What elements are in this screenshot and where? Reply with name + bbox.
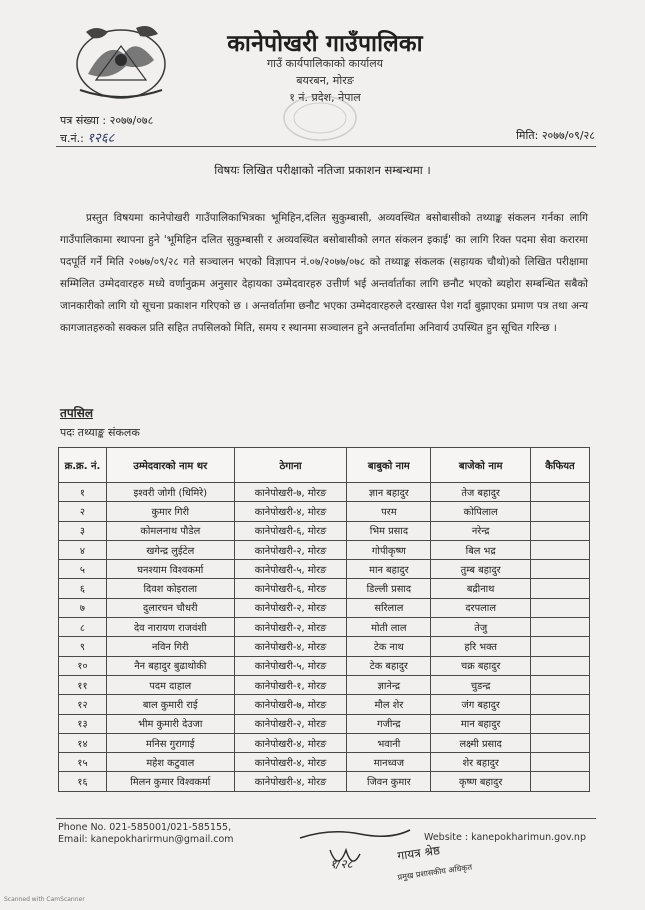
table-cell: कानेपोखरी-७, मोरङ bbox=[234, 483, 347, 502]
table-cell: डिल्ली प्रसाद bbox=[347, 579, 431, 598]
table-cell: १ bbox=[59, 483, 107, 502]
table-cell: मोती लाल bbox=[347, 618, 431, 637]
table-cell: कानेपोखरी-६, मोरङ bbox=[234, 579, 347, 598]
table-row bbox=[59, 579, 590, 598]
table-cell: ५ bbox=[59, 560, 107, 579]
table-cell: कुमार गिरी bbox=[106, 502, 234, 521]
table-cell bbox=[531, 733, 590, 752]
candidate-table bbox=[58, 447, 590, 792]
table-cell: कानेपोखरी-२, मोरङ bbox=[234, 540, 347, 559]
table-cell: देव नारायण राजवंशी bbox=[106, 618, 234, 637]
table-cell bbox=[531, 598, 590, 617]
column-header: ठेगाना bbox=[234, 448, 347, 483]
footer-website[interactable]: Website : kanepokharimun.gov.np bbox=[424, 832, 586, 843]
table-cell: कानेपोखरी-४, मोरङ bbox=[234, 733, 347, 752]
table-cell: तेज बहादुर bbox=[431, 483, 531, 502]
table-row bbox=[59, 695, 590, 714]
table-cell: मान बहादुर bbox=[347, 560, 431, 579]
table-cell: गजीन्द्र bbox=[347, 714, 431, 733]
table-header-row bbox=[59, 448, 590, 483]
table-cell bbox=[531, 502, 590, 521]
footer-email[interactable]: Email: kanepokharirmun@gmail.com bbox=[58, 834, 234, 845]
table-cell bbox=[531, 483, 590, 502]
table-cell: टेक नाथ bbox=[347, 637, 431, 656]
table-cell: २ bbox=[59, 502, 107, 521]
column-header: उम्मेदवारको नाम थर bbox=[106, 448, 234, 483]
office-location: बयरबन, मोरङ bbox=[296, 74, 354, 87]
table-cell: पदम दाहाल bbox=[106, 675, 234, 694]
table-cell: कानेपोखरी-४, मोरङ bbox=[234, 772, 347, 791]
table-cell: कानेपोखरी-४, मोरङ bbox=[234, 502, 347, 521]
table-cell: तुम्ब बहादुर bbox=[431, 560, 531, 579]
table-cell: ज्ञान बहादुर bbox=[347, 483, 431, 502]
column-header: कैफियत bbox=[531, 448, 590, 483]
table-cell: ८ bbox=[59, 618, 107, 637]
table-cell: बद्रीनाथ bbox=[431, 579, 531, 598]
table-cell: जिवन कुमार bbox=[347, 772, 431, 791]
table-cell: बाल कुमारी राई bbox=[106, 695, 234, 714]
office-province: १ नं. प्रदेश, नेपाल bbox=[289, 91, 361, 104]
table-row bbox=[59, 772, 590, 791]
table-cell: ९ bbox=[59, 637, 107, 656]
table-cell: मान बहादुर bbox=[431, 714, 531, 733]
table-cell bbox=[531, 714, 590, 733]
table-cell: कानेपोखरी-७, मोरङ bbox=[234, 695, 347, 714]
table-cell: दिवश कोइराला bbox=[106, 579, 234, 598]
table-cell: जंग बहादुर bbox=[431, 695, 531, 714]
table-cell: कानेपोखरी-१, मोरङ bbox=[234, 675, 347, 694]
table-row bbox=[59, 598, 590, 617]
table-cell: घनश्याम विश्वकर्मा bbox=[106, 560, 234, 579]
table-cell bbox=[531, 521, 590, 540]
table-cell: लक्ष्मी प्रसाद bbox=[431, 733, 531, 752]
table-cell: दरपलाल bbox=[431, 598, 531, 617]
table-cell: खगेन्द्र लुईटेल bbox=[106, 540, 234, 559]
table-cell bbox=[531, 560, 590, 579]
letter-date: मिति: २०७७/०९/२८ bbox=[516, 129, 595, 142]
letter-number: पत्र संख्या : २०७७/०७८ bbox=[60, 114, 154, 127]
table-cell: इश्वरी जोगी (धिमिरे) bbox=[106, 483, 234, 502]
table-cell: मिलन कुमार विश्वकर्मा bbox=[106, 772, 234, 791]
table-row bbox=[59, 540, 590, 559]
section-title: तपसिल bbox=[60, 406, 94, 420]
table-cell: तेजु bbox=[431, 618, 531, 637]
table-cell: १६ bbox=[59, 772, 107, 791]
table-row bbox=[59, 637, 590, 656]
table-cell: कानेपोखरी-२, मोरङ bbox=[234, 618, 347, 637]
dispatch-number bbox=[60, 128, 114, 146]
table-body bbox=[59, 483, 590, 792]
table-cell: भीम कुमारी देउजा bbox=[106, 714, 234, 733]
table-cell: भिम प्रसाद bbox=[347, 521, 431, 540]
sign-mark: १/२८ bbox=[330, 857, 353, 871]
table-cell: ४ bbox=[59, 540, 107, 559]
table-cell bbox=[531, 540, 590, 559]
notice-body bbox=[60, 207, 588, 339]
table-cell: १४ bbox=[59, 733, 107, 752]
table-cell: बिल भद्र bbox=[431, 540, 531, 559]
table-row bbox=[59, 483, 590, 502]
table-cell: परम bbox=[347, 502, 431, 521]
office-stamp bbox=[280, 93, 360, 143]
table-cell: टेक बहादुर bbox=[347, 656, 431, 675]
dispatch-label: च.नं.: bbox=[60, 132, 84, 145]
table-cell bbox=[531, 772, 590, 791]
table-cell bbox=[531, 618, 590, 637]
table-cell: ६ bbox=[59, 579, 107, 598]
table-cell: कोपिलाल bbox=[431, 502, 531, 521]
table-cell: कानेपोखरी-५, मोरङ bbox=[234, 656, 347, 675]
header-divider bbox=[56, 146, 596, 147]
table-row bbox=[59, 521, 590, 540]
post-label: पदः तथ्याङ्क संकलक bbox=[60, 426, 140, 439]
table-cell: नरेन्द्र bbox=[431, 521, 531, 540]
table-cell: १० bbox=[59, 656, 107, 675]
table-row bbox=[59, 560, 590, 579]
table-cell: महेश कटुवाल bbox=[106, 753, 234, 772]
table-cell: ३ bbox=[59, 521, 107, 540]
table-cell: मौल शेर bbox=[347, 695, 431, 714]
table-cell: कानेपोखरी-४, मोरङ bbox=[234, 637, 347, 656]
body-paragraph: प्रस्तुत विषयमा कानेपोखरी गाउँपालिकाभित्रका भूमिहिन,दलित सुकुम्बासी, अव्यवस्थित बसोबासीको तथ्याङ्क संकलन गर्नका लागि गाउँपालिकामा स्थापना हुने 'भूमिहिन दलित सुकुम्बासी र अव्यवस्थित बसोबासीको लगत संकलन इकाई' का लागि रिक्त पदमा सेवा करारमा पदपूर्ति गर्ने मिति २०७७/०९/२८ गते सञ्चालन भएको विज्ञापन नं.०७/२०७७/०७८ को तथ्याङ्क संकलक (सहायक चौथो)को लिखित परीक्षामा सम्मिलित उम्मेदवारहरु मध्ये वर्णानुक्रम अनुसार देहायका उम्मेदवारहरु उत्तीर्ण भई अन्तर्वार्ताका लागि छनौट भएको ब्यहोरा सम्बन्धित सबैको जानकारीको लागि यो सूचना प्रकाशन गरिएको छ । अन्तर्वार्तामा छनौट भएका उम्मेदवारहरुले दरखास्त पेश गर्दा बुझाएका प्रमाण पत्र तथा अन्य कागजातहरुको सक्कल प्रति सहित तपसिलको मिति, समय र स्थानमा सञ्चालन हुने अन्तर्वार्तामा अनिवार्य उपस्थित हुन सूचित गरिन्छ । bbox=[60, 212, 588, 334]
table-cell: सरिलाल bbox=[347, 598, 431, 617]
nepal-emblem-logo bbox=[66, 20, 176, 102]
subject-line: विषयः लिखित परीक्षाको नतिजा प्रकाशन सम्बन्धमा । bbox=[214, 163, 431, 177]
table-cell bbox=[531, 656, 590, 675]
table-cell: मानध्वज bbox=[347, 753, 431, 772]
table-cell: भवानी bbox=[347, 733, 431, 752]
table-row bbox=[59, 753, 590, 772]
table-cell: कानेपोखरी-२, मोरङ bbox=[234, 714, 347, 733]
table-cell: मनिस गुरागाई bbox=[106, 733, 234, 752]
footer-divider bbox=[56, 818, 596, 819]
table-cell: नविन गिरी bbox=[106, 637, 234, 656]
dispatch-value: १२६८ bbox=[87, 131, 115, 146]
table-cell: कृष्ण बहादुर bbox=[431, 772, 531, 791]
table-cell: चुडन्द्र bbox=[431, 675, 531, 694]
column-header: क्र.क्र. नं. bbox=[59, 448, 107, 483]
signatory-title: प्रमुख प्रशासकीय अधिकृत bbox=[397, 862, 473, 882]
table-row bbox=[59, 733, 590, 752]
table-cell: १३ bbox=[59, 714, 107, 733]
footer-phone: Phone No. 021-585001/021-585155, bbox=[58, 822, 232, 833]
table-cell: चक्र बहादुर bbox=[431, 656, 531, 675]
table-cell bbox=[531, 675, 590, 694]
table-cell: १५ bbox=[59, 753, 107, 772]
table-cell: कानेपोखरी-६, मोरङ bbox=[234, 521, 347, 540]
table-row bbox=[59, 714, 590, 733]
table-cell: ज्ञानेन्द्र bbox=[347, 675, 431, 694]
table-cell: गोपीकृष्ण bbox=[347, 540, 431, 559]
table-cell: शेर बहादुर bbox=[431, 753, 531, 772]
table-cell: कानेपोखरी-४, मोरङ bbox=[234, 753, 347, 772]
table-cell: कोमलनाथ पौडेल bbox=[106, 521, 234, 540]
table-cell: ११ bbox=[59, 675, 107, 694]
table-cell: दुलारचन चौधरी bbox=[106, 598, 234, 617]
table-cell bbox=[531, 695, 590, 714]
table-cell: ७ bbox=[59, 598, 107, 617]
table-cell: कानेपोखरी-२, मोरङ bbox=[234, 598, 347, 617]
table-cell bbox=[531, 579, 590, 598]
scanner-watermark: Scanned with CamScanner bbox=[4, 896, 85, 903]
office-name: गाउँ कार्यपालिकाको कार्यालय bbox=[266, 57, 384, 70]
signatory-name: गायत्र श्रेष्ठ bbox=[396, 843, 441, 863]
table-row bbox=[59, 618, 590, 637]
table-cell: कानेपोखरी-५, मोरङ bbox=[234, 560, 347, 579]
column-header: बाजेको नाम bbox=[431, 448, 531, 483]
table-cell bbox=[531, 753, 590, 772]
table-cell bbox=[531, 637, 590, 656]
table-row bbox=[59, 675, 590, 694]
column-header: बाबुको नाम bbox=[347, 448, 431, 483]
table-row bbox=[59, 656, 590, 675]
table-cell: हरि भक्त bbox=[431, 637, 531, 656]
table-cell: नैन बहादुर बुढाथोकी bbox=[106, 656, 234, 675]
organization-name: कानेपोखरी गाउँपालिका bbox=[227, 31, 423, 57]
table-row bbox=[59, 502, 590, 521]
table-cell: १२ bbox=[59, 695, 107, 714]
signature-and-stamp bbox=[290, 820, 490, 890]
